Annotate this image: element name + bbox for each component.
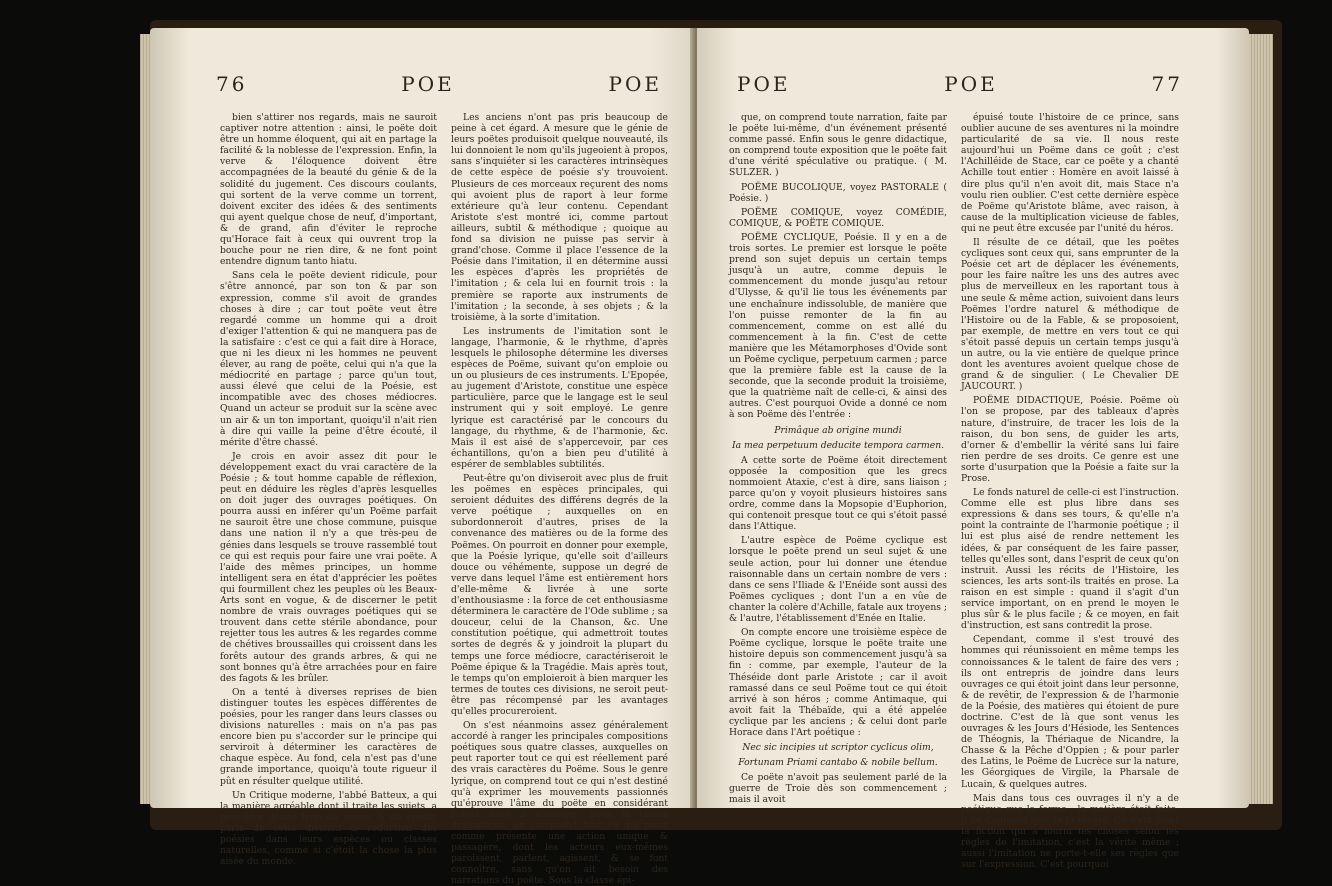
paragraph: bien s'attirer nos regards, mais ne sauroit captiver notre attention : ainsi, le poëte doit être un homme éloquent, qui ait en partage la facilité & la noblesse de l'expression. Enfin, la verve & l'éloquence doivent être accompagnées de la beauté du génie & de la solidité du jugement. Ces discours coulants, qui sortent de la verve comme un torrent, doivent exciter des idées & des sentiments qui ayent quelque chose de neuf, d'important, & de grand, afin d'éviter le reproche qu'Horace fait à ceux qui ouvrent trop la bouche pour ne rien dire, & ne font point entendre dignum tanto hiatu. <box>220 112 437 268</box>
paragraph: épuisé toute l'histoire de ce prince, sans oublier aucune de ses aventures ni la moindre particularité de sa vie. Il nous reste aujourd'hui un Poëme dans ce goût ; c'est l'Achilléide de Stace, car ce poëte y a chanté Achille tout entier : Homère en avoit laissé à dire plus qu'il n'en avoit dit, mais Stace n'a voulu rien oublier. C'est cette dernière espèce de Poëme qu'Aristote blâme, avec raison, à cause de la multiplication vicieuse de fables, qui ne peut être excusée par l'unité du héros. <box>961 112 1179 234</box>
paragraph: A cette sorte de Poëme étoit directement opposée la composition que les grecs nommoient Ataxie, c'est à dire, sans liaison ; parce qu'on y voyoit plusieurs histoires sans ordre, comme dans la Mopsopie d'Euphorion, qui contenoit presque tout ce qui s'étoit passé dans l'Attique. <box>729 454 947 533</box>
right-columns <box>729 112 1179 871</box>
dictionary-entry: POËME CYCLIQUE, Poésie. Il y en a de trois sortes. Le premier est lorsque le poëte prend son sujet depuis un certain temps jusqu'à un autre, comme depuis le commencement du monde jusqu'au retour d'Ulysse, & qu'il lie tous les événements par une enchaînure indissoluble, de manière que l'on puisse remonter de la fin au commencement, comme on est allé du commencement à la fin. C'est de cette manière que les Métamorphoses d'Ovide sont un Poëme cyclique, perpetuum carmen ; parce que la première fable est la cause de la seconde, que la seconde produit la troisième, que la quatrième naît de celle-ci, & ainsi des autres. C'est pourquoi Ovide a donné ce nom à son Poëme dès l'entrée : <box>729 231 947 421</box>
paragraph: Je crois en avoir assez dit pour le développement exact du vrai caractère de la Poésie ; & tout homme capable de réflexion, peut en déduire les règles d'après lesquelles on doit juger des ouvrages poétiques. On pourra aussi en inférer qu'un Poëme parfait ne sauroit être une chose commune, puisque dans une nation il n'y a que très-peu de génies dans lesquels se trouve rassemblé tout ce qui est requis pour faire une vrai poëte. A l'aide des mêmes principes, un homme intelligent sera en état d'apprécier les poëtes qui fourmillent chez les peuples où les Beaux-Arts sont en vogue, & de discerner le petit nombre de vrais ouvrages poétiques qui se trouvent dans cette stérile abondance, pour rejetter tous les autres & les regardes comme de chétives broussailles qui croissent dans les forêts autour des grands arbres, & qui ne sont bonnes qu'à être arrachées pour en faire des fagots & les brûler. <box>220 450 437 684</box>
right-head-poe-2: POE <box>944 72 998 96</box>
paragraph: Les instruments de l'imitation sont le langage, l'harmonie, & le rhythme, d'après lesquels le philosophe détermine les diverses espèces de Poëme, suivant qu'on emploie ou un ou plusieurs de ces instruments. L'Epopée, au jugement d'Aristote, constitue une espèce particulière, parce que le langage est le seul instrument qui y soit employé. Le genre lyrique est caractérisé par le concours du langage, du rhythme, & de l'harmonie, &c. Mais il est aisé de s'appercevoir, par ces échantillons, qu'on a bien peu d'utilité à espérer de semblables subtilités. <box>451 325 668 470</box>
paragraph: Il résulte de ce détail, que les poëtes cycliques sont ceux qui, sans emprunter de la Poésie cet art de déplacer les événements, pour les faire naître les uns des autres avec plus de merveilleux en les raportant tous à une seule & même action, suivoient dans leurs Poëmes l'ordre naturel & méthodique de l'Histoire ou de la Fable, & se proposoient, par exemple, de mettre en vers tout ce qui s'étoit passé depuis un certain temps jusqu'à un autre, ou la vie entière de quelque prince dont les aventures avoient quelque chose de grand & de singulier. ( Le Chevalier DE JAUCOURT. ) <box>961 237 1179 393</box>
paragraph: Les anciens n'ont pas pris beaucoup de peine à cet égard. A mesure que le génie de leurs poëtes produisoit quelque nouveauté, ils lui donnoient le nom qu'ils jugeoient à propos, sans s'inquiéter si les caractères intrinsèques de cette espèce de poésie s'y trouvoient. Plusieurs de ces morceaux reçurent des noms qui avoient plus de raport à leur forme extérieure qu'à leur contenu. Cependant Aristote s'est montré ici, comme partout ailleurs, subtil & méthodique ; quoique au fond sa division ne puisse pas servir à grand'chose. Comme il place l'essence de la Poésie dans l'imitation, il en détermine aussi les espèces d'après les propriétés de l'imitation ; & cela lui en fournit trois : la première se raporte aux instruments de l'imitation ; la seconde, à ses objets ; & la troisième, à la sorte d'imitation. <box>451 112 668 323</box>
paragraph: Mais dans tous ces ouvrages il n'y a de poétique que la forme ; la matière étoit faite, il ne s'agissoit que de la revêtir. Ce n'est point la fiction qui a fourni les choses selon les règles de l'imitation, c'est la vérité même ; aussi l'imitation ne porte-t-elle ses règles que sur l'expression. C'est pourquoi <box>961 792 1179 871</box>
verse-quote: Fortunam Priami cantabo & nobile bellum. <box>738 757 938 769</box>
left-page <box>150 28 704 886</box>
verse-quote: Nec sic incipies ut scriptor cyclicus olim, <box>742 742 934 754</box>
right-column-2 <box>961 112 1179 871</box>
paragraph: On s'est néanmoins assez généralement accordé à ranger les principales compositions poétiques sous quatre classes, auxquelles on peut raporter tout ce qui est réellement paré des vrais caractères du Poëme. Sous le genre lyrique, on comprend tout ce qui n'est destiné qu'à exprimer les mouvements passionnés qu'éprouve l'âme du poëte en considérant l'objet dont il s'occupe. Sous la classe dramatique, on comprend tout ce qui peint comme présente une action unique & passagère, dont les acteurs eux-mêmes paroissent, parlent, agissent, & se font connoître, sans qu'on ait besoin des narrations du poëte. Sous la classe épi- <box>451 720 668 886</box>
dictionary-entry: POËME DIDACTIQUE, Poésie. Poëme où l'on se propose, par des tableaux d'après nature, d'instruire, de tracer les lois de la raison, du bon sens, de guider les arts, d'orner & d'embellir la vérité sans lui faire rien perdre de ses droits. Ce genre est une sorte d'usurpation que la Poésie a faite sur la Prose. <box>961 395 1179 484</box>
right-running-head <box>737 72 1183 98</box>
left-columns <box>220 112 668 886</box>
right-page-number: 77 <box>1151 72 1183 96</box>
page-edges-right <box>1249 34 1273 804</box>
paragraph: On compte encore une troisième espèce de Poëme cyclique, lorsque le poëte traite une histoire depuis son commencement jusqu'à sa fin : comme, par exemple, l'auteur de la Théséide dont parle Aristote ; car il avoit ramassé dans ce seul Poëme tout ce qui étoit arrivé à son héros ; comme Antimaque, qui avoit fait la Thébaïde, qui a été appelée cyclique par les anciens ; & celui dont parle Horace dans l'Art poétique : <box>729 627 947 738</box>
verse-quote: Primâque ab origine mundi <box>774 424 902 436</box>
paragraph: L'autre espèce de Poëme cyclique est lorsque le poëte prend un seul sujet & une seule action, pour lui donner une étendue raisonnable dans un certain nombre de vers : dans ce sens l'Iliade & l'Enéide sont aussi des Poëmes cycliques ; dont l'un a en vûe de chanter la colère d'Achille, fatale aux troyens ; & l'autre, l'établissement d'Enée en Italie. <box>729 535 947 625</box>
left-head-poe-2: POE <box>608 72 662 96</box>
left-column-1 <box>220 112 437 868</box>
right-head-poe-1: POE <box>737 72 791 96</box>
paragraph: que, on comprend toute narration, faite par le poëte lui-même, d'un événement présenté comme passé. Enfin sous le genre didactique, on comprend toute exposition que le poëte fait d'une vérité spéculative ou pratique. ( M. SULZER. ) <box>729 112 947 179</box>
right-column-1 <box>729 112 947 806</box>
left-running-head <box>216 72 662 98</box>
paragraph: On a tenté à diverses reprises de bien distinguer toutes les espèces différentes de poésies, pour les ranger dans leurs classes ou divisions naturelles : mais on n'a pas pas encore bien pu s'accorder sur le principe qui serviroit à déterminer les caractères de chaque espèce. Au fond, cela n'est pas d'une grande importance, quoiqu'à toute rigueur il pût en résulter quelque utilité. <box>220 686 437 787</box>
verse-quote: Ia mea perpetuum deducite tempora carmen. <box>731 439 945 451</box>
right-page <box>697 28 1249 871</box>
paragraph: Peut-être qu'on diviseroit avec plus de fruit les poëmes en espèces principales, qui seroient déduites des différens degrés de la verve poétique ; auxquelles on en subordonneroit d'autres, prises de la convenance des matières ou de la forme des Poëmes. On pourroit en donner pour exemple, que la Poésie lyrique, qu'elle soit d'ailleurs douce ou véhémente, suppose un degré de verve dans lequel l'âme est entièrement hors d'elle-même & livrée à une sorte d'enthousiasme : la force de cet enthousiasme déterminera le caractère de l'Ode sublime ; sa douceur, celui de la Chanson, &c. Une constitution poétique, qui admettroit toutes sortes de degrés & y joindroit la plupart du temps une force médiocre, caractériseroit le Poëme épique & la Tragédie. Mais après tout, le temps qu'on emploieroit à bien marquer les termes de toutes ces divisions, ne seroit peut-être pas récompensé par les avantages qu'elles procureroient. <box>451 473 668 717</box>
dictionary-entry: POËME COMIQUE, voyez COMÉDIE, COMIQUE, & POËTE COMIQUE. <box>729 206 947 229</box>
paragraph: Sans cela le poëte devient ridicule, pour s'être annoncé, par son ton & par son expression, comme s'il avoit de grandes choses à dire ; car tout poëte veut être regardé comme un homme qui a droit d'exiger l'attention & qui ne manquera pas de la satisfaire : c'est ce qui a fait dire à Horace, que ni les dieux ni les hommes ne peuvent élever, au rang de poëte, celui qui n'a que la médiocrité en partage ; parce qu'un tout, aussi élevé que celui de la Poésie, est incompatible avec des choses médiocres. Quand un acteur se produit sur la scène avec un air & un ton important, quoiqu'il n'ait rien à dire qui vaille la peine d'être écouté, il mérite d'être chassé. <box>220 270 437 448</box>
paragraph: Le fonds naturel de celle-ci est l'instruction. Comme elle est plus libre dans ses expressions & dans ses tours, & qu'elle n'a point la contrainte de l'harmonie poétique ; il lui est plus aisé de rendre nettement les idées, & par conséquent de les faire passer, telles qu'elles sont, dans l'esprit de ceux qu'on instruit. Aussi les récits de l'Histoire, les sciences, les arts sont-ils traités en prose. La raison en est simple : quand il s'agit d'un service important, on en prend le moyen le plus sûr & le plus facile ; & ce moyen, en fait d'instruction, est sans contredit la prose. <box>961 487 1179 632</box>
paragraph: Un Critique moderne, l'abbé Batteux, a qui la manière agréable dont il traite les sujets, a peut-être donné trop de vogue & de crédit, parle de cette division & réduction des poésies dans leurs espèces ou classes naturelles, comme si c'étoit la chose la plus aisée du monde. <box>220 789 437 868</box>
left-column-2 <box>451 112 668 886</box>
paragraph: Cependant, comme il s'est trouvé des hommes qui réunissoient en même temps les connoissances & le talent de faire des vers ; ils ont entrepris de joindre dans leurs ouvrages ce qui étoit joint dans leur personne, & de revêtir, de l'expression & de l'harmonie de la Poésie, des matières qui étoient de pure doctrine. C'est de là que sont venus les ouvrages & les Jours d'Hésiode, les Sentences de Théognis, la Thériaque de Nicandre, la Chasse & la Pêche d'Oppien ; & pour parler des Latins, le Poëme de Lucrèce sur la nature, les Géorgiques de Virgile, la Pharsale de Lucain, & quelques autres. <box>961 634 1179 790</box>
paragraph: Ce poëte n'avoit pas seulement parlé de la guerre de Troie dès son commencement ; mais il avoit <box>729 772 947 806</box>
dictionary-entry: POËME BUCOLIQUE, voyez PASTORALE ( Poésie. ) <box>729 181 947 204</box>
left-head-poe-1: POE <box>401 72 455 96</box>
left-page-number: 76 <box>216 72 248 96</box>
